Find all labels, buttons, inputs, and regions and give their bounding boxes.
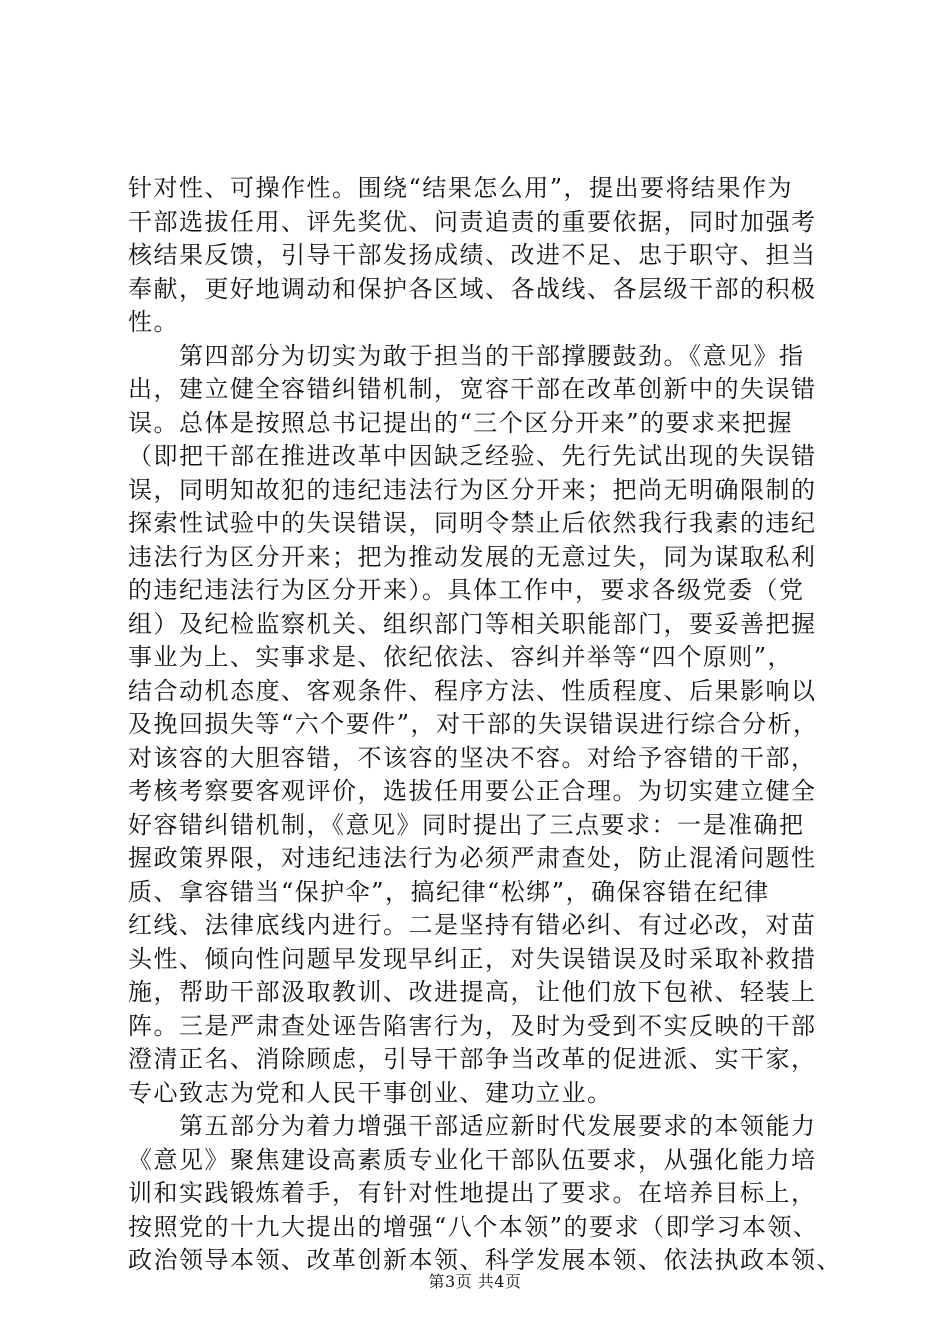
- text-line: 奉献，更好地调动和保护各区域、各战线、各层级干部的积极: [128, 274, 817, 303]
- text-line: 干部选拔任用、评先奖优、问责追责的重要依据，同时加强考: [128, 207, 817, 236]
- text-line: 针对性、可操作性。围绕“结果怎么用”，提出要将结果作为: [128, 174, 794, 202]
- text-line: 头性、倾向性问题早发现早纠正，对失误错误及时采取补救措: [128, 944, 817, 973]
- text-line: 训和实践锻炼着手，有针对性地提出了要求。在培养目标上，: [128, 1179, 817, 1207]
- text-line: 按照党的十九大提出的增强“八个本领”的要求（即学习本领、: [128, 1212, 819, 1241]
- text-line: （即把干部在推进改革中因缺乏经验、先行先试出现的失误错: [128, 442, 817, 470]
- text-line: 误。总体是按照总书记提出的“三个区分开来”的要求来把握: [128, 408, 794, 437]
- text-line: 考核考察要客观评价，选拔任用要公正合理。为切实建立健全: [128, 777, 817, 805]
- paragraph-start-line: 第四部分为切实为敢于担当的干部撑腰鼓劲。《意见》指: [128, 341, 805, 370]
- text-line: 质、拿容错当“保护伞”，搞纪律“松绑”，确保容错在纪律: [128, 877, 770, 906]
- paragraph-start-line: 第五部分为着力增强干部适应新时代发展要求的本领能力: [128, 1112, 817, 1140]
- text-line: 政治领导本领、改革创新本领、科学发展本领、依法执政本领、: [128, 1246, 842, 1274]
- text-line: 组）及纪检监察机关、组织部门等相关职能部门，要妥善把握: [128, 609, 817, 638]
- text-line: 红线、法律底线内进行。二是坚持有错必纠、有过必改，对苗: [128, 911, 817, 939]
- text-line: 好容错纠错机制，《意见》同时提出了三点要求：一是准确把: [128, 810, 805, 839]
- text-line: 性。: [128, 308, 179, 336]
- page-number-footer: 第3页 共4页: [428, 1272, 522, 1291]
- document-body: [128, 172, 842, 1278]
- text-line: 对该容的大胆容错，不该容的坚决不容。对给予容错的干部，: [128, 743, 817, 772]
- text-line: 阵。三是严肃查处诬告陷害行为，及时为受到不实反映的干部: [128, 1011, 817, 1040]
- text-line: 出，建立健全容错纠错机制，宽容干部在改革创新中的失误错: [128, 375, 817, 403]
- text-line: 违法行为区分开来；把为推动发展的无意过失，同为谋取私利: [128, 542, 817, 571]
- text-line: 结合动机态度、客观条件、程序方法、性质程度、后果影响以: [128, 676, 817, 705]
- text-line: 《意见》聚焦建设高素质专业化干部队伍要求，从强化能力培: [128, 1145, 817, 1174]
- text-line: 探索性试验中的失误错误，同明令禁止后依然我行我素的违纪: [128, 509, 817, 537]
- text-line: 核结果反馈，引导干部发扬成绩、改进不足、忠于职守、担当: [128, 241, 817, 269]
- text-line: 的违纪违法行为区分开来）。具体工作中，要求各级党委（党: [128, 576, 805, 604]
- text-line: 误，同明知故犯的违纪违法行为区分开来；把尚无明确限制的: [128, 475, 817, 504]
- text-line: 事业为上、实事求是、依纪依法、容纠并举等“四个原则”，: [128, 643, 794, 671]
- text-line: 澄清正名、消除顾虑，引导干部争当改革的促进派、实干家，: [128, 1045, 817, 1073]
- text-line: 握政策界限，对违纪违法行为必须严肃查处，防止混淆问题性: [128, 844, 817, 872]
- text-line: 专心致志为党和人民干事创业、建功立业。: [128, 1078, 613, 1107]
- text-line: 及挽回损失等“六个要件”，对干部的失误错误进行综合分析，: [128, 710, 819, 738]
- text-line: 施，帮助干部汲取教训、改进提高，让他们放下包袱、轻装上: [128, 978, 817, 1006]
